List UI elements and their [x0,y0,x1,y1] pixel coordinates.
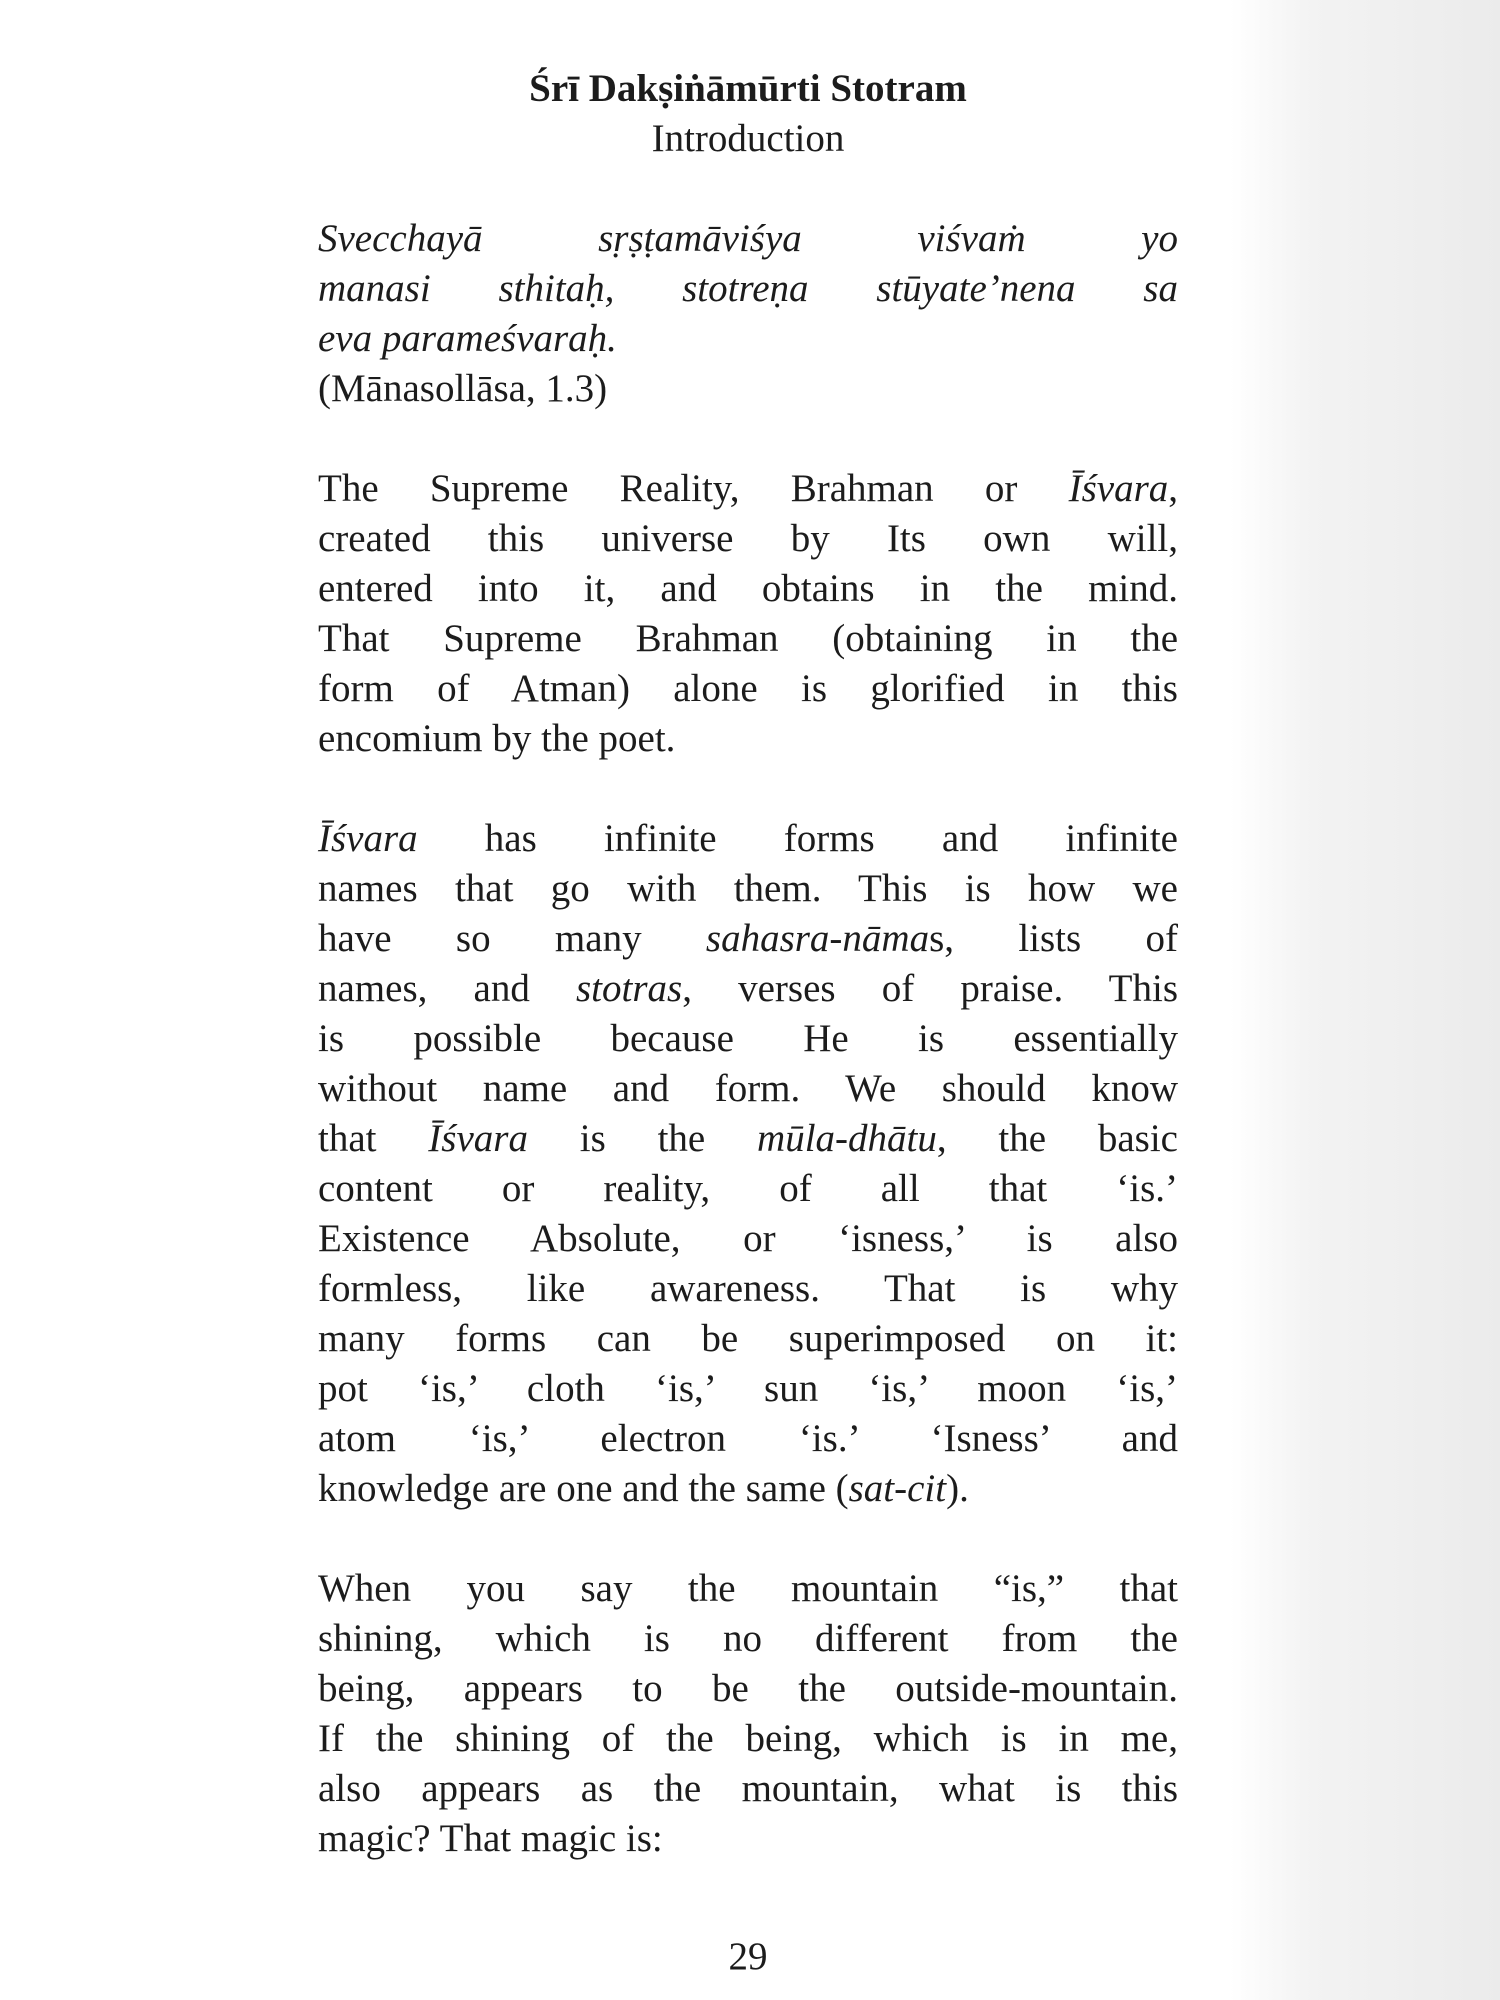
text-line: If the shining of the being, which is in me, [318,1717,1178,1760]
text-line: The Supreme Reality, Brahman or Īśvara, [318,467,1178,510]
text-line: is possible because He is essentially [318,1017,1178,1060]
text-line: that Īśvara is the mūla-dhātu, the basic [318,1117,1178,1160]
text-line: atom ‘is,’ electron ‘is.’ ‘Isness’ and [318,1417,1178,1460]
text-line: Īśvara has infinite forms and infinite [318,817,1178,860]
verse-line: eva parameśvaraḥ. [318,317,617,360]
text-line: That Supreme Brahman (obtaining in the [318,617,1178,660]
verse-citation: (Mānasollāsa, 1.3) [318,367,608,410]
text-line: names that go with them. This is how we [318,867,1178,910]
page-header [318,64,1178,164]
paragraph-2 [318,814,1178,1514]
text-line: magic? That magic is: [318,1817,663,1860]
verse-line: manasi sthitaḥ, stotreṇa stūyate’nena sa [318,267,1178,310]
text-line: names, and stotras, verses of praise. This [318,967,1178,1010]
text-line: content or reality, of all that ‘is.’ [318,1167,1178,1210]
text-line: entered into it, and obtains in the mind. [318,567,1178,610]
verse-line: Svecchayā sṛṣṭamāviśya viśvaṁ yo [318,217,1178,260]
page-number: 29 [728,1935,768,1978]
text-line: also appears as the mountain, what is this [318,1767,1178,1810]
verse-block [318,214,1178,414]
page-gutter-shadow [1230,0,1500,2000]
text-line: shining, which is no different from the [318,1617,1178,1660]
text-line: Existence Absolute, or ‘isness,’ is also [318,1217,1178,1260]
text-line: created this universe by Its own will, [318,517,1178,560]
text-line: encomium by the poet. [318,717,676,760]
page-title: Śrī Dakṣiṅāmūrti Stotram [529,67,967,110]
page-body [318,214,1178,1864]
text-line: When you say the mountain “is,” that [318,1567,1178,1610]
page-subtitle: Introduction [651,117,845,160]
paragraph-3 [318,1564,1178,1864]
text-line: without name and form. We should know [318,1067,1178,1110]
text-line: being, appears to be the outside-mountain. [318,1667,1178,1710]
text-line: many forms can be superimposed on it: [318,1317,1178,1360]
text-line: knowledge are one and the same (sat-cit). [318,1467,969,1510]
text-line: pot ‘is,’ cloth ‘is,’ sun ‘is,’ moon ‘is,’ [318,1367,1178,1410]
text-line: formless, like awareness. That is why [318,1267,1178,1310]
paragraph-1 [318,464,1178,764]
text-line: have so many sahasra-nāmas, lists of [318,917,1178,960]
text-line: form of Atman) alone is glorified in this [318,667,1178,710]
